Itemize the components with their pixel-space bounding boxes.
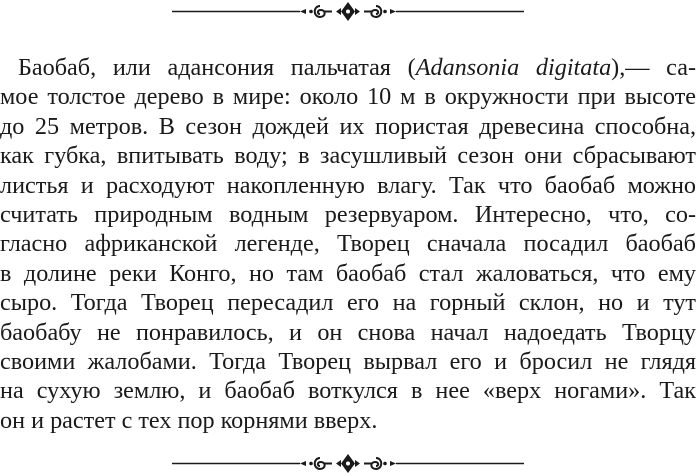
text-line: считать природным водным резервуаром. Интересно, что, со-	[0, 201, 696, 229]
text-line: листья и расходуют накопленную влагу. Так что баобаб можно	[0, 171, 696, 199]
latin-name: Adansonia digitata	[415, 54, 612, 81]
text-line: своими жалобами. Тогда Творец вырвал его и бросил не глядя	[0, 348, 696, 376]
body-paragraph	[0, 53, 696, 435]
text-line: до 25 метров. В сезон дождей их пористая древесина способна,	[0, 112, 696, 140]
text-line: Баобаб, или адансония пальчатая (Adansonia digitata),— са-	[18, 54, 696, 81]
text-line: мое толстое дерево в мире: около 10 м в окружности при высоте	[0, 83, 696, 111]
text-line: в долине реки Конго, но там баобаб стал жаловаться, что ему	[0, 259, 696, 287]
fleuron-divider-icon	[0, 452, 696, 476]
text-line: он и растет с тех пор корнями вверх.	[0, 406, 378, 434]
text-line: как губка, впитывать воду; в засушливый сезон они сбрасывают	[0, 142, 696, 170]
text-line: гласно африканской легенде, Творец сначала посадил баобаб	[0, 230, 696, 258]
fleuron-divider-icon	[0, 0, 696, 24]
text-line: сыро. Тогда Творец пересадил его на горный склон, но и тут	[0, 289, 696, 317]
text-line: на сухую землю, и баобаб воткулся в нее «верх ногами». Так	[0, 377, 696, 405]
text-line: баобабу не понравилось, и он снова начал надоедать Творцу	[0, 318, 696, 346]
